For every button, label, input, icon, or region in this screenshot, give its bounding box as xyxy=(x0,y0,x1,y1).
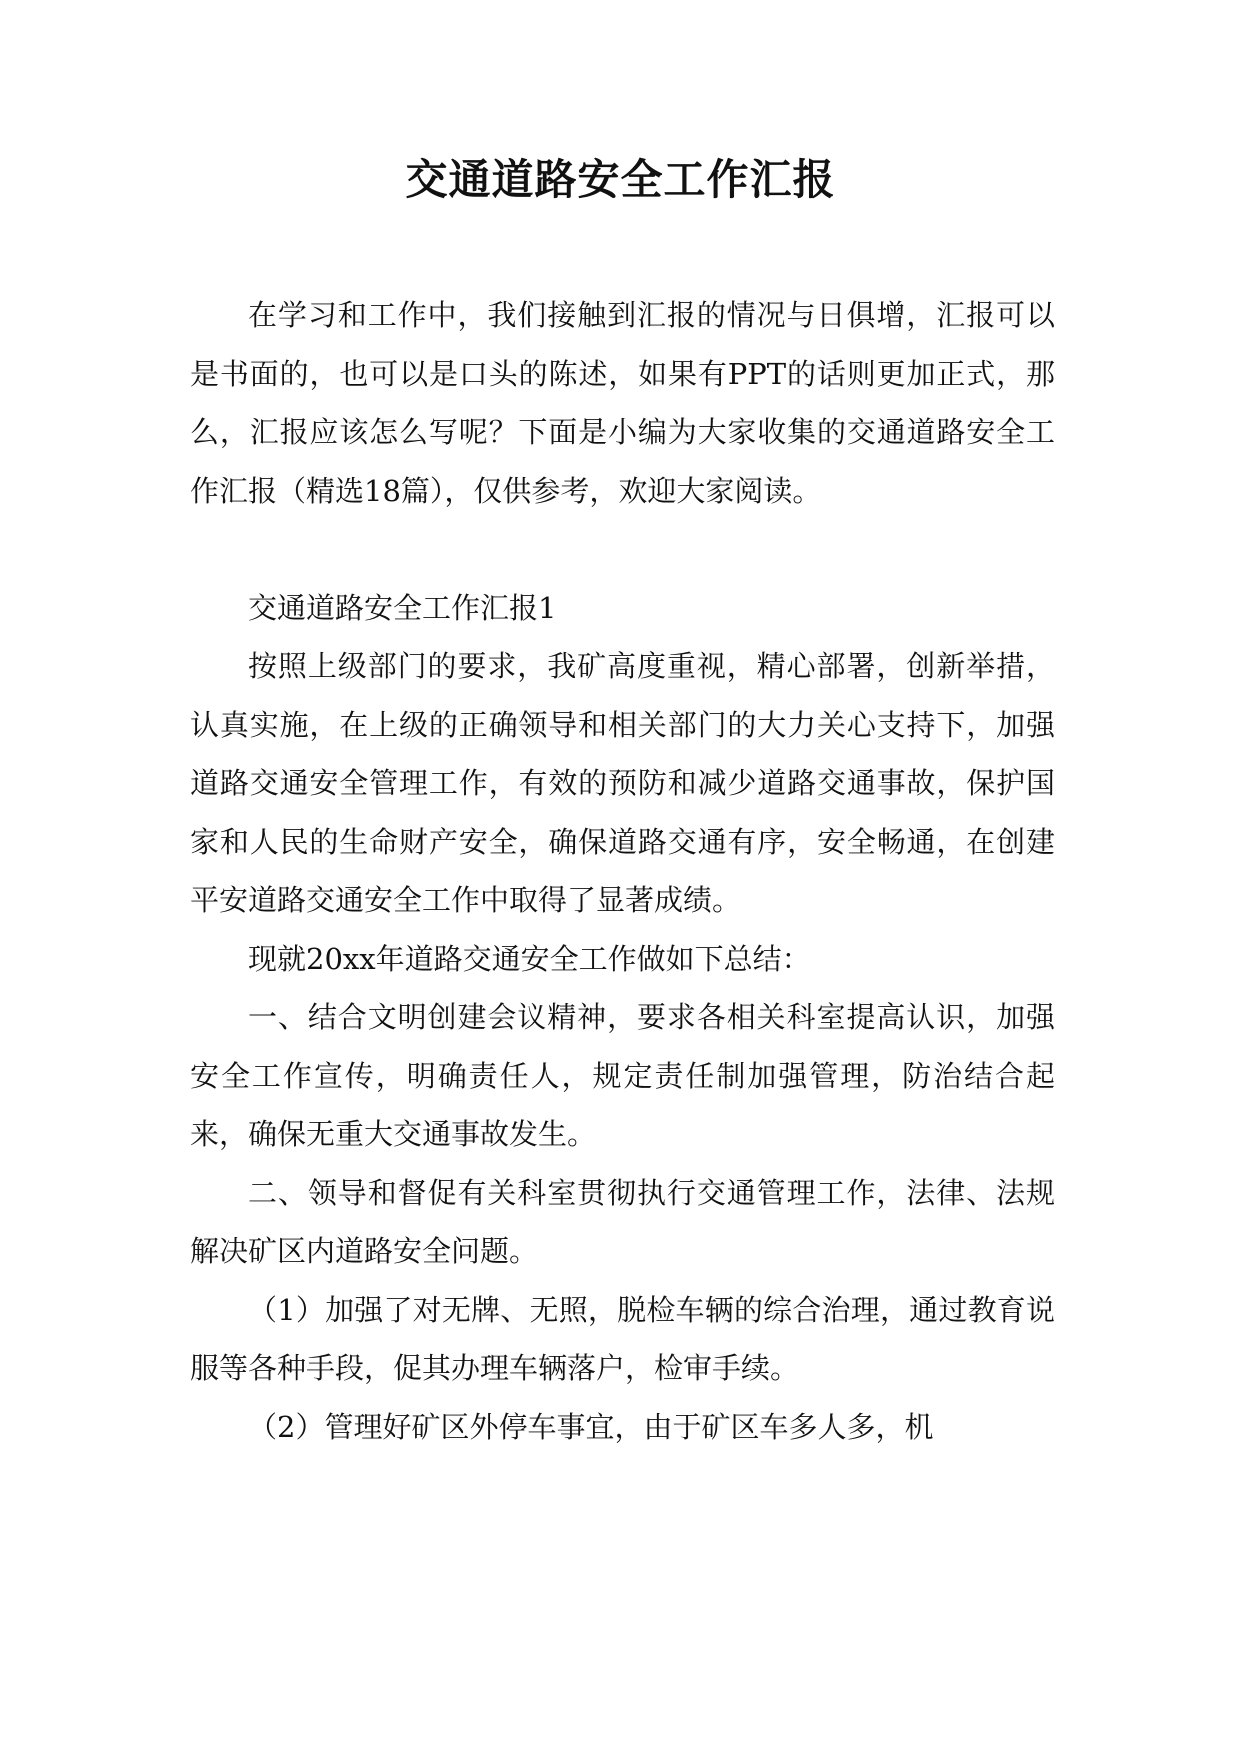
body-paragraph-5: （1）加强了对无牌、无照，脱检车辆的综合治理，通过教育说服等各种手段，促其办理车辆落户，检审手续。 xyxy=(190,1292,1055,1385)
body-paragraph-6: （2）管理好矿区外停车事宜，由于矿区车多人多，机 xyxy=(248,1409,934,1444)
body-paragraph-3: 一、结合文明创建会议精神，要求各相关科室提高认识，加强安全工作宣传，明确责任人，规定责任制加强管理，防治结合起来，确保无重大交通事故发生。 xyxy=(190,1000,1055,1151)
document-title: 交通道路安全工作汇报 xyxy=(405,155,836,204)
body-paragraph-2: 现就20xx年道路交通安全工作做如下总结： xyxy=(248,941,811,976)
body-paragraph-4: 二、领导和督促有关科室贯彻执行交通管理工作，法律、法规解决矿区内道路安全问题。 xyxy=(190,1175,1055,1268)
body-paragraph-1: 按照上级部门的要求，我矿高度重视，精心部署，创新举措，认真实施，在上级的正确领导和相关部门的大力关心支持下，加强道路交通安全管理工作，有效的预防和减少道路交通事故，保护国家和人民的生命财产安全，确保道路交通有序，安全畅通，在创建平安道路交通安全工作中取得了显著成绩。 xyxy=(190,649,1055,917)
section-heading: 交通道路安全工作汇报1 xyxy=(248,590,557,625)
document-body xyxy=(190,286,1055,1456)
paragraph-spacer xyxy=(190,520,1055,579)
intro-paragraph: 在学习和工作中，我们接触到汇报的情况与日俱增，汇报可以是书面的，也可以是口头的陈述，如果有PPT的话则更加正式，那么，汇报应该怎么写呢？下面是小编为大家收集的交通道路安全工作汇报（精选18篇），仅供参考，欢迎大家阅读。 xyxy=(190,298,1055,508)
